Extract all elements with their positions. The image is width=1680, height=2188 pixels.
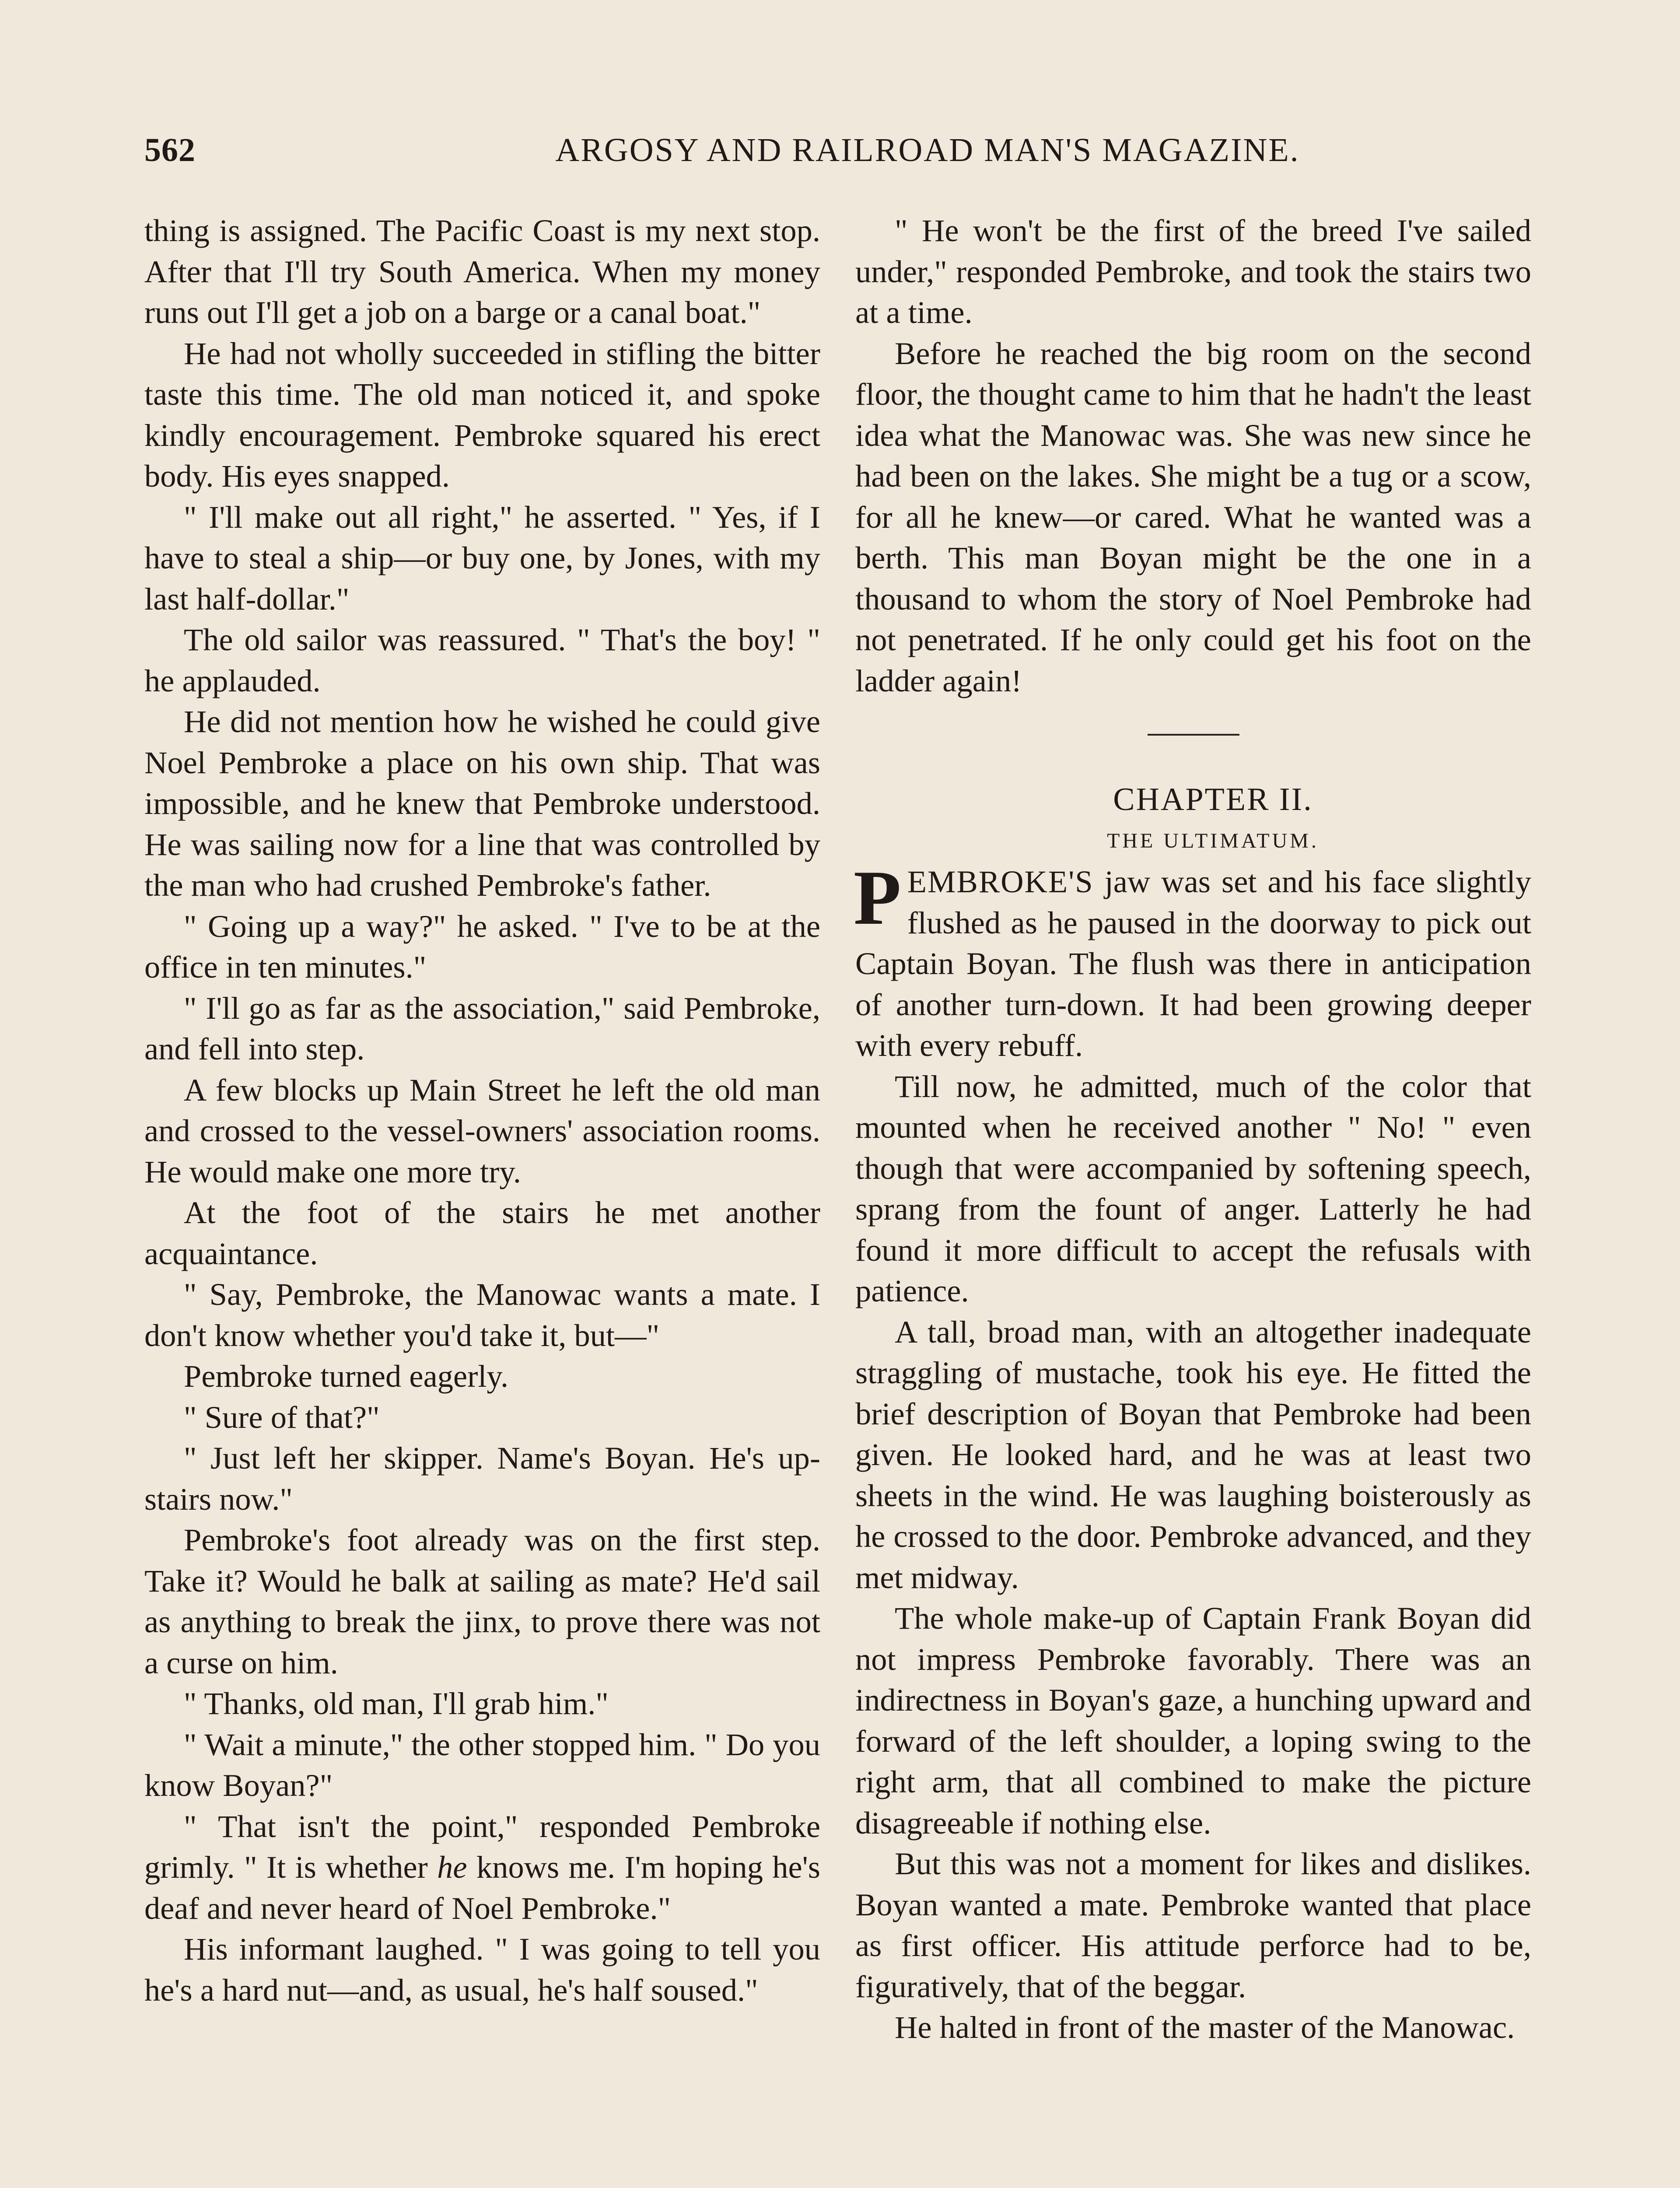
- chapter-title: CHAPTER II.: [1113, 782, 1313, 817]
- paragraph: " Thanks, old man, I'll grab him.": [184, 1686, 609, 1721]
- paragraph: Till now, he admitted, much of the color that mounted when he received another " No! " even though that were accompanied by softening speech, sprang from the fount of anger. Latterly he had found it more difficult to accept the refusals with patience.: [855, 1068, 1531, 1308]
- paragraph: But this was not a moment for likes and dislikes. Boyan wanted a mate. Pembroke wanted that place as first officer. His attitude perforce had to be, figuratively, that of the beggar.: [855, 1846, 1531, 2004]
- paragraph: A tall, broad man, with an altogether inadequate straggling of mustache, took his eye. He fitted the brief description of Boyan that Pembroke had been given. He looked hard, and he was at least two sheets in the wind. He was laughing boisterously as he crossed to the door. Pembroke advanced, and they met midway.: [855, 1314, 1531, 1595]
- paragraph: " Wait a minute," the other stopped him. " Do you know Boyan?": [144, 1726, 820, 1803]
- drop-cap: P: [854, 854, 901, 941]
- text-run: " That isn't the point," responded Pembroke grimly. " It is whether: [144, 1808, 820, 1885]
- paragraph: " Sure of that?": [184, 1399, 380, 1435]
- paragraph: " Say, Pembroke, the Manowac wants a mate. I don't know whether you'd take it, but—": [144, 1276, 820, 1353]
- paragraph: He had not wholly succeeded in stifling the bitter taste this time. The old man noticed it, and spoke kindly encouragement. Pembroke squared his erect body. His eyes snapped.: [144, 335, 820, 494]
- paragraph: " I'll make out all right," he asserted. " Yes, if I have to steal a ship—or buy one, by Jones, with my last half-dollar.": [144, 499, 820, 617]
- paragraph: Pembroke turned eagerly.: [184, 1358, 509, 1394]
- paragraph: " He won't be the first of the breed I've sailed under," responded Pembroke, and took the stairs two at a time.: [855, 213, 1531, 330]
- paragraph: thing is assigned. The Pacific Coast is my next stop. After that I'll try South America. When my money runs out I'll get a job on a barge or a canal boat.": [144, 213, 820, 330]
- text-run: knows me. I'm hoping he's deaf and never heard of Noel Pembroke.": [144, 1849, 821, 1926]
- chapter-opening-paragraph: [854, 854, 1531, 1066]
- paragraph: A few blocks up Main Street he left the old man and crossed to the vessel-owners' association rooms. He would make one more try.: [144, 1072, 820, 1189]
- page-header: [144, 131, 1536, 179]
- section-divider: [1148, 734, 1239, 736]
- paragraph: The old sailor was reassured. " That's the boy! " he applauded.: [144, 622, 820, 698]
- paragraph: He did not mention how he wished he could give Noel Pembroke a place on his own ship. That was impossible, and he knew that Pembroke understood. He was sailing now for a line that was controlled by the man who had crushed Pembroke's father.: [144, 704, 820, 903]
- paragraph: He halted in front of the master of the Manowac.: [895, 2009, 1515, 2045]
- paragraph: The whole make-up of Captain Frank Boyan did not impress Pembroke favorably. There was an indirectness in Boyan's gaze, a hunching upward and forward of the left shoulder, a loping swing to the right arm, that all combined to make the picture disagreeable if nothing else.: [855, 1600, 1531, 1841]
- paragraph: Pembroke's foot already was on the first step. Take it? Would he balk at sailing as mate? He'd sail as anything to break the jinx, to prove there was not a curse on him.: [144, 1522, 820, 1680]
- paragraph: Before he reached the big room on the second floor, the thought came to him that he hadn't the least idea what the Manowac was. She was new since he had been on the lakes. She might be a tug or a scow, for all he knew—or cared. What he wanted was a berth. This man Boyan might be the one in a thousand to whom the story of Noel Pembroke had not penetrated. If he only could get his foot on the ladder again!: [855, 335, 1531, 698]
- paragraph-with-italic: [144, 1806, 820, 1929]
- opening-smallcaps: EMBROKE'S: [907, 864, 1094, 899]
- paragraph: " Just left her skipper. Name's Boyan. He's up-stairs now.": [144, 1440, 820, 1517]
- paragraph: His informant laughed. " I was going to tell you he's a hard nut—and, as usual, he's half soused.": [144, 1931, 820, 2008]
- paragraph: At the foot of the stairs he met another acquaintance.: [144, 1195, 820, 1271]
- left-column: [144, 210, 820, 2010]
- chapter-subtitle: THE ULTIMATUM.: [1107, 829, 1319, 852]
- text-run: jaw was set and his face slightly flushed as he paused in the doorway to pick out Captain Boyan. The flush was there in anticipation of another turn-down. It had been growing deeper with every rebuff.: [855, 864, 1531, 1063]
- italic-word: he: [437, 1849, 467, 1885]
- paragraph: " I'll go as far as the association," said Pembroke, and fell into step.: [144, 990, 820, 1066]
- running-head: ARGOSY AND RAILROAD MAN'S MAGAZINE.: [555, 132, 1300, 168]
- page-number: 562: [144, 132, 196, 168]
- right-column: [855, 210, 1531, 2048]
- paragraph: " Going up a way?" he asked. " I've to be at the office in ten minutes.": [144, 908, 820, 985]
